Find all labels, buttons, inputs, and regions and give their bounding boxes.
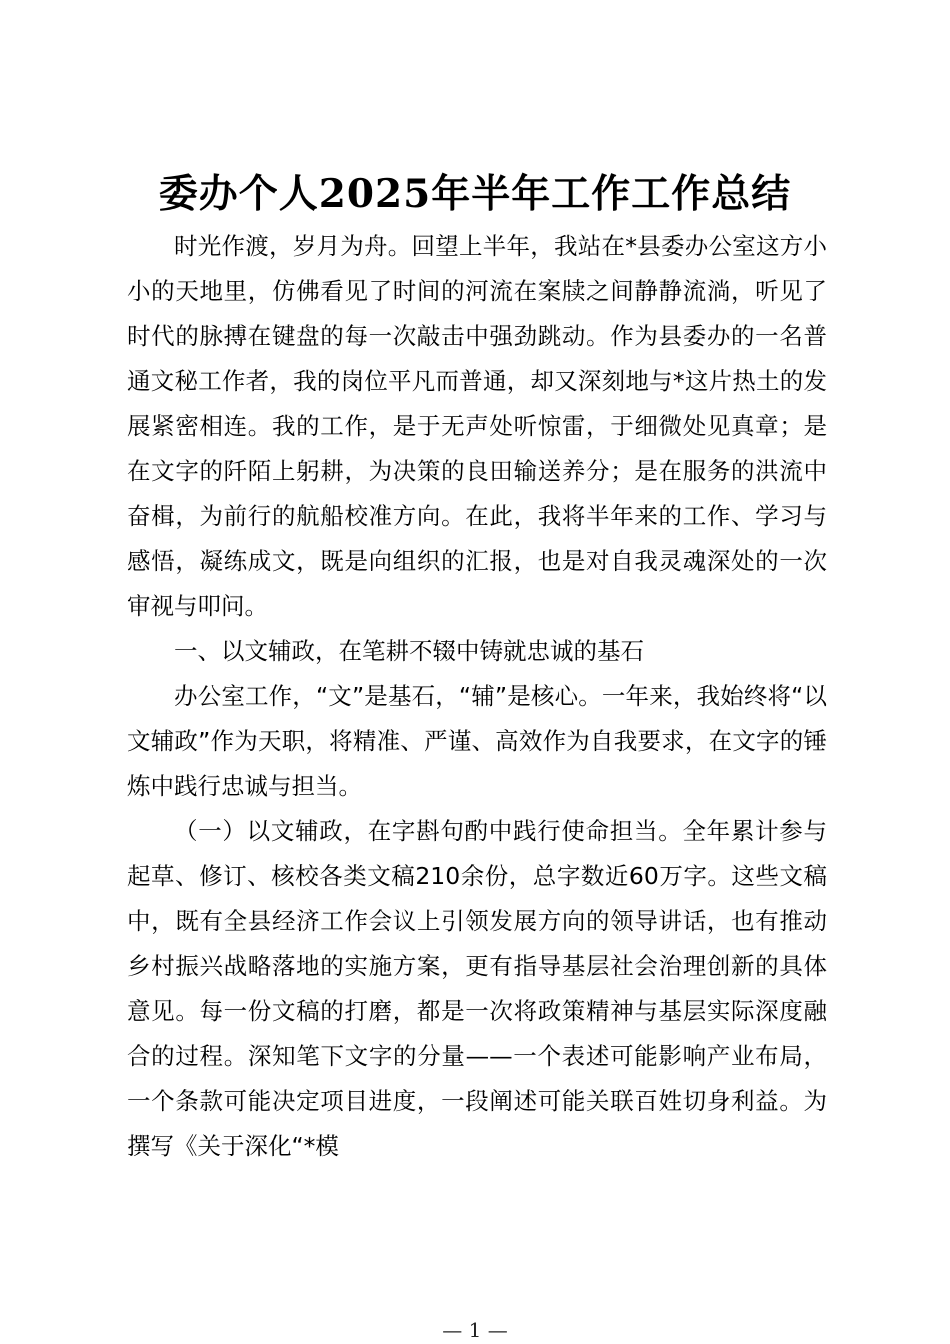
paragraph-section-1-intro: 办公室工作，“文”是基石，“辅”是核心。一年来，我始终将“以文辅政”作为天职，将精准、严谨、高效作为自我要求，在文字的锤炼中践行忠诚与担当。	[127, 682, 827, 800]
section-heading-1: 一、以文辅政，在笔耕不辍中铸就忠诚的基石	[174, 637, 644, 665]
page-number: — 1 —	[442, 1318, 508, 1342]
document-body	[127, 224, 827, 1169]
paragraph-intro: 时光作渡，岁月为舟。回望上半年，我站在*县委办公室这方小小的天地里，仿佛看见了时间的河流在案牍之间静静流淌，听见了时代的脉搏在键盘的每一次敲击中强劲跳动。作为县委办的一名普通文秘工作者，我的岗位平凡而普通，却又深刻地与*这片热土的发展紧密相连。我的工作，是于无声处听惊雷，于细微处见真章；是在文字的阡陌上躬耕，为决策的良田输送养分；是在服务的洪流中奋楫，为前行的航船校准方向。在此，我将半年来的工作、学习与感悟，凝练成文，既是向组织的汇报，也是对自我灵魂深处的一次审视与叩问。	[127, 232, 827, 620]
document-title: 委办个人2025年半年工作工作总结	[158, 171, 792, 217]
paragraph-subsection-1: （一）以文辅政，在字斟句酌中践行使命担当。全年累计参与起草、修订、核校各类文稿210余份，总字数近60万字。这些文稿中，既有全县经济工作会议上引领发展方向的领导讲话，也有推动乡村振兴战略落地的实施方案，更有指导基层社会治理创新的具体意见。每一份文稿的打磨，都是一次将政策精神与基层实际深度融合的过程。深知笔下文字的分量——一个表述可能影响产业布局，一个条款可能决定项目进度，一段阐述可能关联百姓切身利益。为撰写《关于深化“*模	[127, 817, 827, 1160]
